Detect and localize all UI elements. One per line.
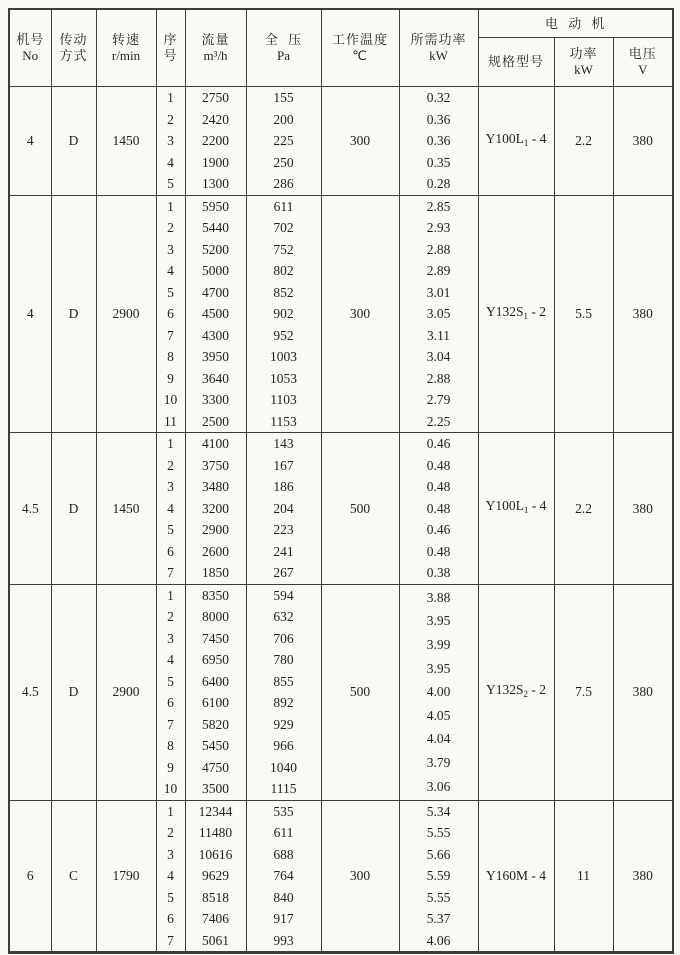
cell-required-power: 5.59	[399, 865, 478, 887]
cell-seq: 6	[156, 692, 185, 714]
cell-speed: 1790	[96, 800, 156, 953]
motor-model-subscript: 1	[523, 310, 528, 321]
cell-seq: 4	[156, 865, 185, 887]
required-power-value: 4.05	[426, 707, 451, 723]
cell-flow: 8518	[185, 887, 246, 909]
cell-pressure: 855	[246, 671, 321, 693]
cell-seq: 8	[156, 735, 185, 757]
cell-pressure: 892	[246, 692, 321, 714]
cell-motor-kw: 7.5	[554, 584, 613, 800]
cell-flow: 5440	[185, 217, 246, 239]
cell-pressure: 611	[246, 195, 321, 217]
cell-flow: 4700	[185, 282, 246, 304]
cell-flow: 8350	[185, 584, 246, 606]
fan-spec-table	[8, 8, 674, 954]
cell-pressure: 286	[246, 173, 321, 195]
spec-block-2	[9, 195, 673, 433]
cell-pressure: 764	[246, 865, 321, 887]
cell-drive-type: D	[51, 584, 96, 800]
cell-pressure: 952	[246, 325, 321, 347]
cell-seq: 1	[156, 433, 185, 455]
cell-motor-model	[478, 195, 554, 433]
motor-model-text: Y100L	[485, 498, 524, 513]
header-drive: 传动 方式	[51, 9, 96, 87]
table-row	[9, 195, 673, 217]
cell-flow: 2200	[185, 130, 246, 152]
cell-machine-no: 4.5	[9, 433, 51, 585]
cell-required-power: 2.93	[399, 217, 478, 239]
cell-drive-type: D	[51, 87, 96, 196]
cell-flow: 1900	[185, 152, 246, 174]
cell-temp: 300	[321, 195, 399, 433]
required-power-value: 3.99	[426, 637, 451, 653]
cell-motor-voltage: 380	[613, 195, 673, 433]
cell-flow: 1300	[185, 173, 246, 195]
cell-pressure: 752	[246, 239, 321, 261]
cell-required-power: 3.04	[399, 346, 478, 368]
cell-seq: 2	[156, 217, 185, 239]
cell-seq: 9	[156, 368, 185, 390]
cell-flow: 5450	[185, 735, 246, 757]
required-power-value: 3.95	[426, 660, 451, 676]
cell-seq: 5	[156, 519, 185, 541]
cell-flow: 8000	[185, 606, 246, 628]
cell-seq: 4	[156, 260, 185, 282]
cell-required-power: 0.38	[399, 562, 478, 584]
cell-speed: 2900	[96, 195, 156, 433]
cell-flow: 7450	[185, 628, 246, 650]
cell-machine-no: 4	[9, 195, 51, 433]
cell-flow: 3200	[185, 498, 246, 520]
cell-temp: 300	[321, 87, 399, 196]
cell-pressure: 702	[246, 217, 321, 239]
cell-required-power: 0.46	[399, 519, 478, 541]
cell-seq: 7	[156, 562, 185, 584]
motor-model-subscript: 1	[523, 505, 529, 515]
cell-pressure: 688	[246, 844, 321, 866]
motor-model-subscript: 2	[523, 688, 528, 699]
cell-pressure: 929	[246, 714, 321, 736]
required-power-value: 3.06	[426, 778, 451, 794]
cell-flow: 3500	[185, 778, 246, 800]
cell-seq: 1	[156, 584, 185, 606]
motor-model-tail: - 4	[528, 868, 546, 883]
cell-required-power: 0.48	[399, 498, 478, 520]
header-flow: 流量 m³/h	[185, 9, 246, 87]
cell-seq: 5	[156, 887, 185, 909]
cell-pressure: 632	[246, 606, 321, 628]
table-row	[9, 584, 673, 606]
cell-seq: 3	[156, 239, 185, 261]
cell-seq: 6	[156, 908, 185, 930]
cell-required-power: 5.55	[399, 822, 478, 844]
header-motor-model: 规格型号	[478, 38, 554, 87]
cell-required-power: 0.36	[399, 130, 478, 152]
cell-pressure: 611	[246, 822, 321, 844]
cell-seq: 3	[156, 628, 185, 650]
header-seq: 序 号	[156, 9, 185, 87]
cell-drive-type: C	[51, 800, 96, 953]
motor-model-text: Y100L	[485, 130, 524, 146]
cell-seq: 8	[156, 346, 185, 368]
cell-temp: 300	[321, 800, 399, 953]
cell-pressure: 840	[246, 887, 321, 909]
cell-seq: 9	[156, 757, 185, 779]
cell-pressure: 1115	[246, 778, 321, 800]
cell-required-power: 0.48	[399, 476, 478, 498]
cell-pressure: 852	[246, 282, 321, 304]
cell-flow: 3750	[185, 455, 246, 477]
spec-block-3	[9, 433, 673, 585]
cell-seq: 2	[156, 109, 185, 131]
cell-pressure: 204	[246, 498, 321, 520]
cell-pressure: 143	[246, 433, 321, 455]
cell-required-power: 2.88	[399, 368, 478, 390]
cell-flow: 6100	[185, 692, 246, 714]
cell-speed: 1450	[96, 87, 156, 196]
cell-seq: 1	[156, 87, 185, 109]
cell-motor-model	[478, 87, 554, 196]
cell-pressure: 167	[246, 455, 321, 477]
cell-drive-type: D	[51, 195, 96, 433]
cell-pressure: 594	[246, 584, 321, 606]
cell-required-power: 5.34	[399, 800, 478, 822]
motor-model-tail: - 4	[528, 130, 547, 146]
cell-required-power: 3.11	[399, 325, 478, 347]
cell-flow: 11480	[185, 822, 246, 844]
cell-flow: 5000	[185, 260, 246, 282]
cell-seq: 2	[156, 455, 185, 477]
cell-pressure: 1103	[246, 389, 321, 411]
cell-drive-type: D	[51, 433, 96, 585]
cell-seq: 2	[156, 822, 185, 844]
spec-block-5	[9, 800, 673, 953]
cell-required-power: 5.37	[399, 908, 478, 930]
cell-seq: 1	[156, 195, 185, 217]
cell-motor-kw: 2.2	[554, 433, 613, 585]
header-required-power: 所需功率 kW	[399, 9, 478, 87]
cell-seq: 7	[156, 325, 185, 347]
cell-pressure: 917	[246, 908, 321, 930]
cell-required-power: 0.28	[399, 173, 478, 195]
cell-seq: 1	[156, 800, 185, 822]
cell-flow: 2500	[185, 411, 246, 433]
cell-pressure: 155	[246, 87, 321, 109]
cell-temp: 500	[321, 584, 399, 800]
cell-seq: 11	[156, 411, 185, 433]
spec-block-1	[9, 87, 673, 196]
cell-required-power: 3.05	[399, 303, 478, 325]
cell-pressure: 200	[246, 109, 321, 131]
cell-seq: 5	[156, 173, 185, 195]
cell-required-power: 0.35	[399, 152, 478, 174]
cell-seq: 4	[156, 152, 185, 174]
cell-required-power: 0.32	[399, 87, 478, 109]
header-motor-group: 电 动 机	[478, 9, 673, 38]
cell-pressure: 966	[246, 735, 321, 757]
cell-seq: 3	[156, 476, 185, 498]
cell-flow: 4500	[185, 303, 246, 325]
cell-flow: 6400	[185, 671, 246, 693]
table-row	[9, 433, 673, 455]
cell-speed: 2900	[96, 584, 156, 800]
cell-seq: 3	[156, 844, 185, 866]
cell-required-power-stack	[399, 584, 478, 800]
cell-temp: 500	[321, 433, 399, 585]
spec-block-4	[9, 584, 673, 800]
header-speed: 转速 r/min	[96, 9, 156, 87]
cell-flow: 1850	[185, 562, 246, 584]
cell-flow: 2600	[185, 541, 246, 563]
cell-pressure: 250	[246, 152, 321, 174]
cell-seq: 6	[156, 541, 185, 563]
cell-seq: 3	[156, 130, 185, 152]
cell-seq: 4	[156, 498, 185, 520]
cell-pressure: 902	[246, 303, 321, 325]
cell-machine-no: 4.5	[9, 584, 51, 800]
cell-pressure: 1003	[246, 346, 321, 368]
cell-flow: 6950	[185, 649, 246, 671]
required-power-value: 3.88	[426, 589, 451, 605]
cell-seq: 5	[156, 282, 185, 304]
cell-pressure: 267	[246, 562, 321, 584]
cell-required-power: 2.25	[399, 411, 478, 433]
cell-flow: 2750	[185, 87, 246, 109]
cell-required-power: 2.89	[399, 260, 478, 282]
table-row	[9, 800, 673, 822]
required-power-value: 4.04	[426, 731, 451, 747]
cell-motor-model	[478, 433, 554, 585]
header-pressure: 全 压 Pa	[246, 9, 321, 87]
cell-flow: 9629	[185, 865, 246, 887]
cell-required-power: 3.01	[399, 282, 478, 304]
cell-seq: 4	[156, 649, 185, 671]
cell-motor-kw: 11	[554, 800, 613, 953]
cell-required-power: 0.46	[399, 433, 478, 455]
cell-flow: 5061	[185, 930, 246, 953]
required-power-value: 3.79	[426, 754, 451, 770]
cell-required-power: 2.79	[399, 389, 478, 411]
header-temp: 工作温度 ℃	[321, 9, 399, 87]
cell-required-power: 4.06	[399, 930, 478, 953]
cell-seq: 7	[156, 714, 185, 736]
cell-pressure: 535	[246, 800, 321, 822]
cell-flow: 12344	[185, 800, 246, 822]
cell-seq: 7	[156, 930, 185, 953]
cell-flow: 2900	[185, 519, 246, 541]
cell-flow: 10616	[185, 844, 246, 866]
cell-flow: 4100	[185, 433, 246, 455]
cell-required-power: 0.48	[399, 455, 478, 477]
cell-flow: 3950	[185, 346, 246, 368]
motor-model-text: Y160M	[485, 868, 528, 883]
cell-motor-voltage: 380	[613, 433, 673, 585]
cell-required-power: 5.66	[399, 844, 478, 866]
cell-seq: 10	[156, 778, 185, 800]
cell-motor-model	[478, 584, 554, 800]
cell-motor-voltage: 380	[613, 800, 673, 953]
required-power-value: 3.95	[426, 613, 451, 629]
cell-flow: 3480	[185, 476, 246, 498]
cell-flow: 7406	[185, 908, 246, 930]
cell-pressure: 780	[246, 649, 321, 671]
cell-pressure: 1153	[246, 411, 321, 433]
motor-model-tail: - 2	[528, 681, 546, 697]
cell-flow: 3300	[185, 389, 246, 411]
cell-required-power: 0.36	[399, 109, 478, 131]
motor-model-tail: - 2	[528, 303, 546, 319]
cell-pressure: 993	[246, 930, 321, 953]
table-header	[9, 9, 673, 87]
cell-pressure: 1053	[246, 368, 321, 390]
motor-model-text: Y132S	[485, 303, 524, 319]
cell-required-power: 5.55	[399, 887, 478, 909]
cell-pressure: 225	[246, 130, 321, 152]
cell-flow: 4750	[185, 757, 246, 779]
cell-pressure: 241	[246, 541, 321, 563]
cell-flow: 5200	[185, 239, 246, 261]
cell-motor-kw: 2.2	[554, 87, 613, 196]
cell-required-power: 2.88	[399, 239, 478, 261]
cell-machine-no: 6	[9, 800, 51, 953]
cell-seq: 2	[156, 606, 185, 628]
cell-pressure: 706	[246, 628, 321, 650]
table-row	[9, 87, 673, 109]
header-motor-voltage: 电压 V	[613, 38, 673, 87]
cell-seq: 10	[156, 389, 185, 411]
cell-motor-voltage: 380	[613, 87, 673, 196]
cell-required-power: 2.85	[399, 195, 478, 217]
header-motor-power: 功率 kW	[554, 38, 613, 87]
motor-model-subscript: 1	[523, 137, 529, 148]
required-power-value: 4.00	[426, 684, 451, 700]
motor-model-text: Y132S	[485, 681, 524, 697]
cell-pressure: 802	[246, 260, 321, 282]
header-machine-no: 机号 No	[9, 9, 51, 87]
cell-motor-kw: 5.5	[554, 195, 613, 433]
cell-flow: 3640	[185, 368, 246, 390]
cell-motor-model	[478, 800, 554, 953]
cell-motor-voltage: 380	[613, 584, 673, 800]
cell-pressure: 223	[246, 519, 321, 541]
cell-flow: 4300	[185, 325, 246, 347]
cell-flow: 2420	[185, 109, 246, 131]
cell-required-power: 0.48	[399, 541, 478, 563]
cell-seq: 5	[156, 671, 185, 693]
cell-flow: 5820	[185, 714, 246, 736]
cell-flow: 5950	[185, 195, 246, 217]
motor-model-tail: - 4	[528, 498, 547, 513]
cell-speed: 1450	[96, 433, 156, 585]
cell-seq: 6	[156, 303, 185, 325]
cell-pressure: 186	[246, 476, 321, 498]
cell-machine-no: 4	[9, 87, 51, 196]
cell-pressure: 1040	[246, 757, 321, 779]
